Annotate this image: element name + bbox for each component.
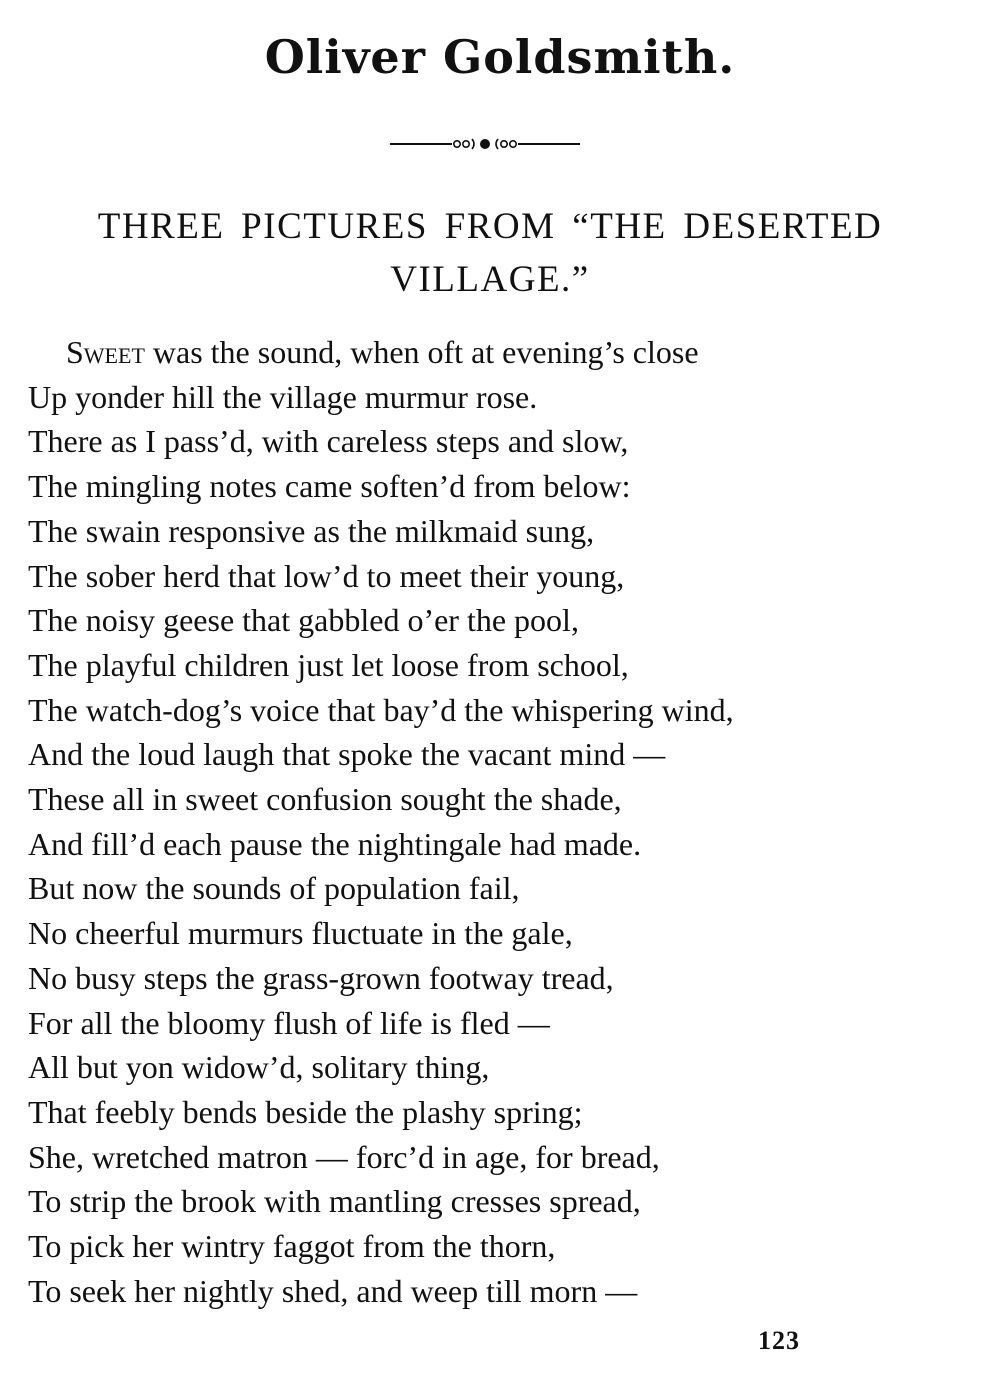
poem-line: And fill’d each pause the nightingale had made. <box>28 825 642 862</box>
poem-line: To strip the brook with mantling cresses spread, <box>28 1183 641 1220</box>
poem-line: The swain responsive as the milkmaid sung, <box>28 512 595 549</box>
poem-line: But now the sounds of population fail, <box>28 870 520 907</box>
poem-line: She, wretched matron — forc’d in age, for bread, <box>28 1138 660 1175</box>
poem-line: The sober herd that low’d to meet their young, <box>28 557 625 594</box>
poem-first-line-rest: was the sound, when oft at evening’s close <box>144 334 699 370</box>
poem-line: The playful children just let loose from school, <box>28 646 629 683</box>
poem-line: Up yonder hill the village murmur rose. <box>28 378 538 415</box>
poem-line: To seek her nightly shed, and weep till morn — <box>28 1272 638 1309</box>
page-number: 123 <box>758 1326 800 1355</box>
poem-line: The noisy geese that gabbled o’er the pool, <box>28 602 579 639</box>
poem-title-line-2: VILLAGE.” <box>390 259 590 300</box>
poem-title <box>20 200 960 306</box>
poem-line: No cheerful murmurs fluctuate in the gale, <box>28 915 573 952</box>
poem-line: For all the bloomy flush of life is fled — <box>28 1004 550 1041</box>
poem-first-word: Sweet <box>66 334 145 370</box>
decorative-divider-icon <box>390 128 580 158</box>
poem-line: These all in sweet confusion sought the shade, <box>28 781 622 818</box>
poem-body <box>28 330 978 1313</box>
poem-line: The watch-dog’s voice that bay’d the whispering wind, <box>28 691 734 728</box>
poem-line <box>28 330 978 375</box>
poem-line: That feebly bends beside the plashy spring; <box>28 1093 583 1130</box>
poem-line: The mingling notes came soften’d from below: <box>28 468 631 505</box>
author-heading: Oliver Goldsmith. <box>264 30 736 84</box>
poem-line: All but yon widow’d, solitary thing, <box>28 1049 490 1086</box>
poem-title-line-1: THREE PICTURES FROM “THE DESERTED <box>97 206 883 247</box>
poem-line: And the loud laugh that spoke the vacant mind — <box>28 736 666 773</box>
poem-line: To pick her wintry faggot from the thorn, <box>28 1228 556 1265</box>
poem-line: There as I pass’d, with careless steps and slow, <box>28 423 629 460</box>
poem-line: No busy steps the grass-grown footway tread, <box>28 959 614 996</box>
